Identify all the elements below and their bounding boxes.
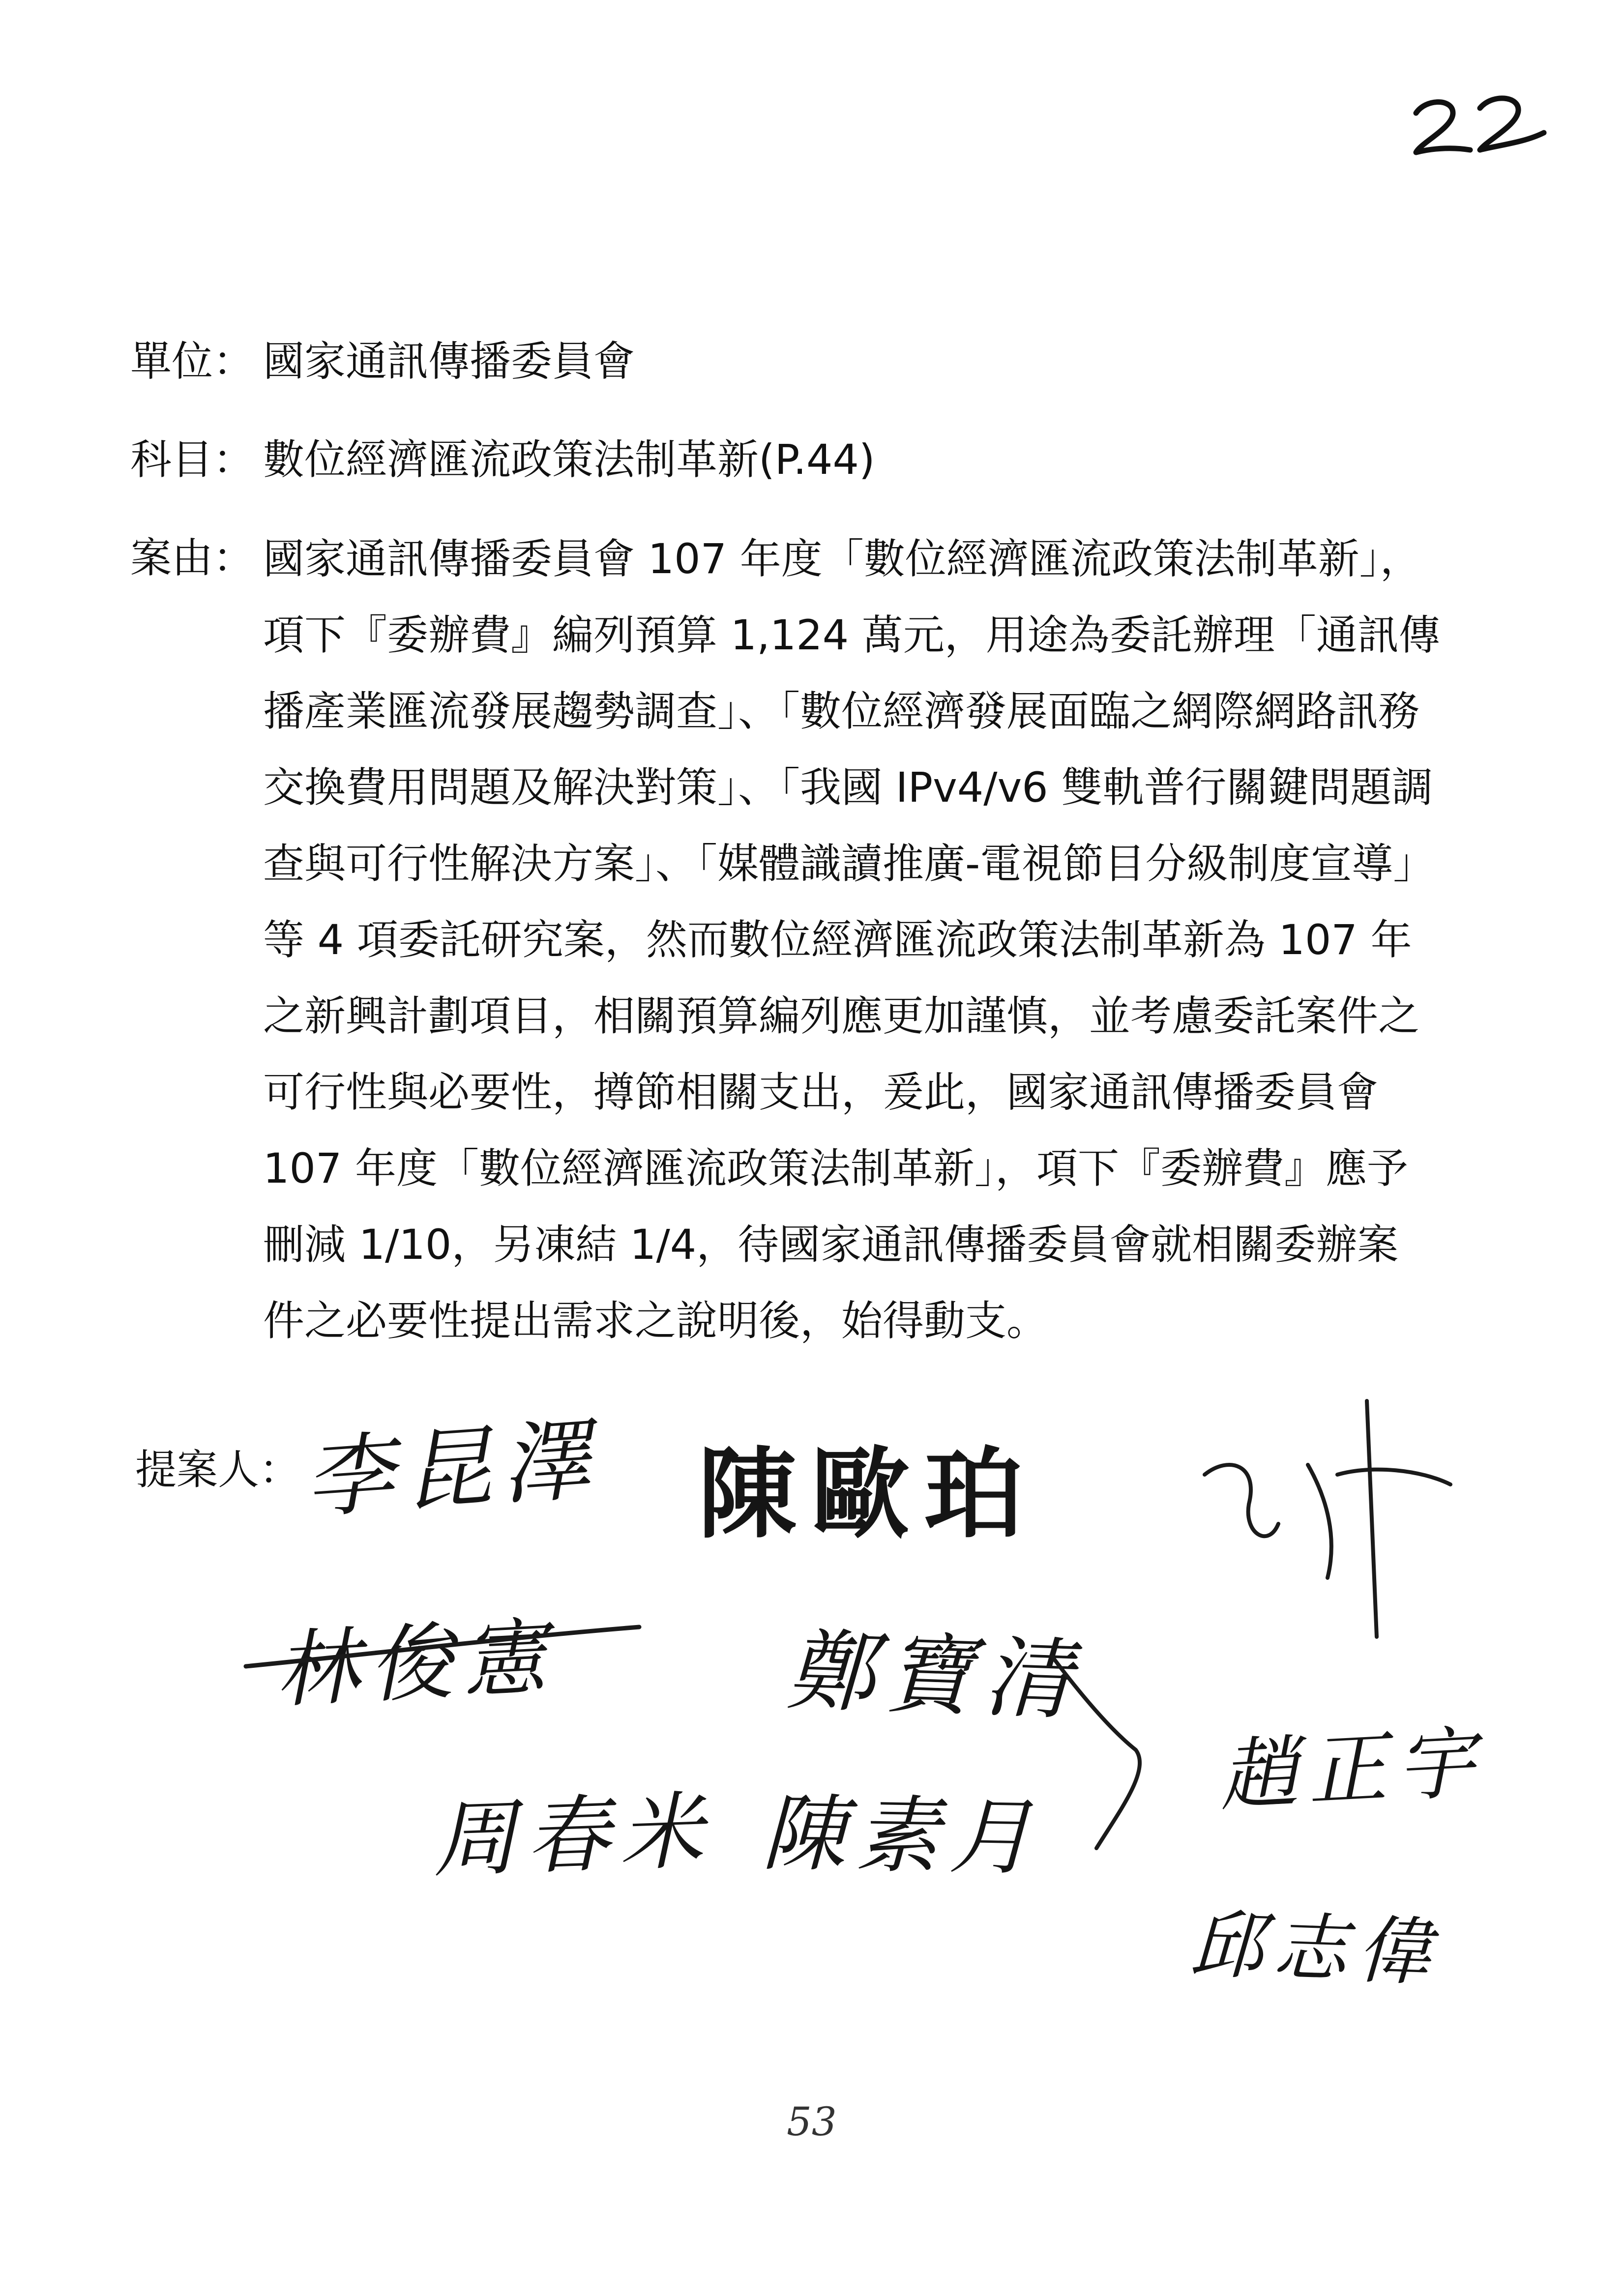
subject-row	[130, 423, 875, 496]
case-line: 等 4 項委託研究案，然而數位經濟匯流政策法制革新為 107 年	[263, 916, 1412, 964]
unit-value: 國家通訊傳播委員會	[263, 337, 635, 385]
signature: 林俊憲	[273, 1608, 558, 1720]
signature: 趙正宇	[1217, 1716, 1487, 1823]
handwritten-page-number	[1406, 74, 1554, 172]
signature: 鄭寶清	[785, 1619, 1084, 1733]
case-line: 查與可行性解決方案」、「媒體識讀推廣-電視節目分級制度宣導」	[263, 840, 1435, 888]
signature-stroke-icon	[1052, 1657, 1140, 1848]
proposer-label: 提案人：	[135, 1446, 301, 1494]
case-line: 國家通訊傳播委員會 107 年度「數位經濟匯流政策法制革新」，	[263, 535, 1421, 583]
handwritten-22-icon	[1406, 74, 1554, 172]
case-line: 107 年度「數位經濟匯流政策法制革新」，項下『委辦費』應予	[263, 1144, 1409, 1192]
case-line: 項下『委辦費』編列預算 1,124 萬元，用途為委託辦理「通訊傳	[263, 611, 1440, 659]
strike-line-icon	[246, 1627, 639, 1666]
subject-value: 數位經濟匯流政策法制革新(P.44)	[263, 436, 875, 484]
subject-label: 科目：	[130, 436, 255, 484]
unit-row	[130, 324, 635, 398]
case-line: 刪減 1/10，另凍結 1/4，待國家通訊傳播委員會就相關委辦案	[263, 1221, 1399, 1269]
signature: 陳歐珀	[698, 1436, 1038, 1552]
bottom-page-number: 53	[787, 2099, 837, 2145]
case-line: 交換費用問題及解決對策」、「我國 IPv4/v6 雙軌普行關鍵問題調	[263, 763, 1433, 812]
signature: 周春米	[431, 1782, 715, 1889]
signature-stroke-icon	[1205, 1401, 1450, 1637]
signature: 李昆澤	[301, 1408, 603, 1531]
case-line: 可行性與必要性，撙節相關支出，爰此，國家通訊傳播委員會	[263, 1068, 1379, 1116]
case-line: 之新興計劃項目，相關預算編列應更加謹慎，並考慮委託案件之	[263, 992, 1420, 1040]
case-row	[130, 521, 263, 595]
signature: 邱志偉	[1188, 1902, 1442, 1996]
case-line: 播產業匯流發展趨勢調查」、「數位經濟發展面臨之網際網路訊務	[263, 687, 1420, 735]
unit-label: 單位：	[130, 337, 255, 385]
case-label: 案由：	[130, 534, 255, 582]
case-line: 件之必要性提出需求之說明後，始得動支。	[263, 1297, 1048, 1345]
signature: 陳素月	[761, 1785, 1043, 1887]
case-description	[263, 521, 1497, 1359]
